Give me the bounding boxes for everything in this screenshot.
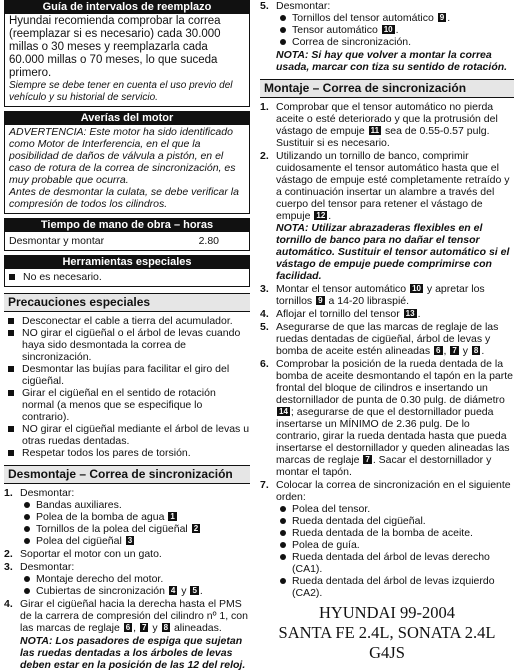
round-bullet-icon [24, 588, 30, 594]
interval-guide-header: Guía de intervalos de reemplazo [5, 1, 249, 14]
interval-guide-text: Hyundai recomienda comprobar la correa (reemplazar si es necesario) cada 30.000 millas o 30 meses y reemplazarla cada 60.000 millas o 70 meses, lo que suceda primero. [9, 15, 221, 79]
install-step-1: 1. Comprobar que el tensor automático no pierda aceite o esté deteriorado y que la protrusión del vástago de empuje 11 sea de 0.55-0.57 pulg. Sustituir si es necesario. [260, 101, 498, 149]
interval-guide-note: Siempre se debe tener en cuenta el uso previo del vehículo y su historial de servicio. [9, 80, 233, 103]
removal-step-5: 5. Desmontar: Tornillos del tensor automático 9 . Tensor automático 10 . Correa de sincronización. [276, 0, 514, 48]
round-bullet-icon [280, 554, 286, 560]
removal-steps [4, 487, 250, 634]
list-item: No es necesario. [23, 271, 249, 283]
list-item: Girar el cigüeñal en el sentido de rotación normal (a menos que se especifique lo contrario). [22, 387, 250, 423]
interval-guide-box [4, 0, 250, 107]
square-bullet-icon [8, 426, 14, 432]
list-item: Rueda dentada de la bomba de aceite. [292, 527, 514, 539]
list-item: Polea del tensor. [292, 503, 514, 515]
round-bullet-icon [280, 542, 286, 548]
list-item: Tornillos del tensor automático 9 . [292, 12, 514, 24]
removal-title: Desmontaje – Correa de sincronización [4, 465, 250, 484]
footer-line-engine: G4JS [369, 643, 405, 662]
labor-time-box [4, 218, 250, 251]
removal-step-5-note: NOTA: Si hay que volver a montar la correa usada, marcar con tiza su sentido de rotación. [276, 49, 508, 73]
callout-13-icon: 13 [405, 309, 415, 318]
round-bullet-icon [280, 518, 286, 524]
callout-12-icon: 12 [316, 211, 326, 220]
round-bullet-icon [280, 15, 286, 21]
round-bullet-icon [280, 27, 286, 33]
callout-5-icon: 5 [192, 586, 197, 595]
callout-14-icon: 14 [279, 407, 288, 416]
square-bullet-icon [8, 330, 14, 336]
callout-7-icon: 7 [365, 455, 370, 464]
round-bullet-icon [280, 39, 286, 45]
round-bullet-icon [24, 538, 30, 544]
list-item: Rueda dentada del árbol de levas izquierdo (CA2). [292, 575, 514, 599]
callout-1-icon: 1 [170, 512, 175, 521]
list-item: NO girar el cigüeñal mediante el árbol de levas u otras ruedas dentadas. [22, 423, 250, 447]
precautions-list [4, 315, 250, 459]
removal-steps-continued [260, 0, 514, 48]
square-bullet-icon [8, 318, 14, 324]
list-item: Respetar todos los pares de torsión. [22, 447, 250, 459]
callout-9-icon: 9 [318, 296, 323, 305]
list-item: Rueda dentada del cigüeñal. [292, 515, 514, 527]
special-tools-header: Herramientas especiales [5, 256, 249, 269]
callout-6-icon: 6 [125, 623, 131, 632]
square-bullet-icon [8, 390, 14, 396]
callout-11-icon: 11 [370, 126, 380, 135]
labor-time-value: 2.80 [198, 235, 219, 247]
labor-time-label: Desmontar y montar [9, 235, 105, 247]
square-bullet-icon [9, 274, 15, 280]
removal-step-4: 4. Girar el cigüeñal hacia la derecha hasta el PMS de la carrera de compresión del cilindro nº 1, con las marcas de reglaje 6 , 7 y 8 alineadas. [4, 598, 248, 634]
callout-7-icon: 7 [452, 346, 457, 355]
callout-10-icon: 10 [412, 284, 421, 293]
round-bullet-icon [24, 502, 30, 508]
callout-8-icon: 8 [473, 346, 479, 355]
install-step-3: 3. Montar el tensor automático 10 y apretar los tornillos 9 a 14-20 libraspié. [260, 283, 485, 307]
removal-step-2: 2. Soportar el motor con un gato. [4, 548, 162, 560]
footer-line-models: SANTA FE 2.4L, SONATA 2.4L [278, 623, 496, 642]
engine-failures-box [4, 111, 250, 214]
square-bullet-icon [8, 366, 14, 372]
callout-6-icon: 6 [436, 346, 441, 355]
square-bullet-icon [8, 450, 14, 456]
removal-step-3: 3. Desmontar: Montaje derecho del motor. Cubiertas de sincronización 4 y 5 . [20, 561, 250, 597]
callout-10-icon: 10 [383, 25, 393, 34]
round-bullet-icon [280, 506, 286, 512]
install-step-4: 4. Aflojar el tornillo del tensor 13 . [260, 308, 421, 320]
list-item: Desmontar las bujías para facilitar el giro del cigüeñal. [22, 363, 250, 387]
list-item: Correa de sincronización. [292, 36, 514, 48]
installation-title: Montaje – Correa de sincronización [260, 79, 514, 98]
labor-time-header: Tiempo de mano de obra – horas [5, 219, 249, 232]
list-item: Polea del cigüeñal 3 [36, 535, 250, 547]
engine-compression-note: Antes de desmontar la culata, se debe verificar la compresión de todos los cilindros. [9, 186, 239, 210]
list-item: Rueda dentada del árbol de levas derecho (CA1). [292, 551, 514, 575]
right-column [260, 0, 514, 663]
callout-7-icon: 7 [142, 623, 147, 632]
vehicle-footer [260, 603, 514, 663]
list-item: Polea de guía. [292, 539, 514, 551]
round-bullet-icon [24, 514, 30, 520]
callout-3-icon: 3 [127, 536, 133, 545]
callout-8-icon: 8 [163, 623, 169, 632]
left-column [4, 0, 250, 671]
round-bullet-icon [280, 530, 286, 536]
list-item: NO girar el cigüeñal o el árbol de levas cuando haya sido desmontada la correa de sincronización. [22, 327, 250, 363]
round-bullet-icon [24, 526, 30, 532]
round-bullet-icon [280, 578, 286, 584]
engine-warning-text: ADVERTENCIA: Este motor ha sido identificado como Motor de Interferencia, en el que la posibilidad de daños de válvula a pistón, en el caso de rotura de la correa de sincronización, es muy probable que ocurra. [9, 126, 236, 186]
footer-line-make: HYUNDAI 99-2004 [318, 603, 456, 622]
install-step-2: 2. Utilizando un tornillo de banco, comprimir cuidosamente el tensor automático hasta que el vástago de empuje esté completamente retraído y a continuación insertar un alambre a través del cuerpo del tensor para retener el vástago de empuje 12 . NOTA: Utilizar abrazaderas flexibles en el tornillo de banco para no dañar el tensor automático. Sustituir el tensor automático si el vástago de empuje puede comprimirse con facilidad. [276, 150, 514, 282]
list-item: Bandas auxiliares. [36, 499, 250, 511]
special-tools-box [4, 255, 250, 287]
install-step-7: 7. Colocar la correa de sincronización en el siguiente orden: Polea del tensor. Rueda dentada del cigüeñal. Rueda dentada de la bomba de aceite. Polea de guía. Rueda dentada del árbol de levas derecho (CA1). Rueda dentada del árbol de levas izquierdo (CA2). [276, 479, 514, 599]
precautions-title: Precauciones especiales [4, 293, 250, 312]
engine-failures-header: Averías del motor [5, 112, 249, 125]
install-step-2-note: NOTA: Utilizar abrazaderas flexibles en el tornillo de banco para no dañar el tensor automático. Sustituir el tensor automático si el vástago de empuje puede comprimirse con facilidad. [276, 222, 510, 282]
list-item: Tensor automático 10 . [292, 24, 514, 36]
callout-9-icon: 9 [439, 13, 445, 22]
list-item: Polea de la bomba de agua 1 [36, 511, 250, 523]
installation-steps [260, 101, 514, 599]
round-bullet-icon [24, 576, 30, 582]
list-item: Desconectar el cable a tierra del acumulador. [22, 315, 250, 327]
list-item: Tornillos de la polea del cigüeñal 2 [36, 523, 250, 535]
install-step-6: 6. Comprobar la posición de la rueda dentada de la bomba de aceite desmontando el tapón en la parte frontal del bloque de cilindros e insertando un destornillador de punta de 0.30 pulg. de diámetro 14 ; asegurarse de que el destornillador pueda insertarse un MÍNIMO de 2.36 pulg. De lo contrario, girar la rueda dentada hasta que pueda insertarse el destornillador y queden alineadas las marcas de reglaje 7 . Sacar el destornillador y montar el tapón. [260, 358, 514, 478]
list-item: Cubiertas de sincronización 4 y 5 . [36, 585, 250, 597]
callout-4-icon: 4 [170, 586, 176, 595]
removal-step-1: 1. Desmontar: Bandas auxiliares. Polea de la bomba de agua 1 Tornillos de la polea del cigüeñal 2 Polea del cigüeñal 3 [20, 487, 250, 547]
list-item: Montaje derecho del motor. [36, 573, 250, 585]
install-step-5: 5. Asegurarse de que las marcas de reglaje de las ruedas dentadas de cigüeñal, árbol de levas y bomba de aceite estén alineadas 6 , 7 y 8 . [260, 321, 499, 357]
removal-note: NOTA: Los pasadores de espiga que sujetan las ruedas dentadas a los árboles de levas deben estar en la posición de las 12 del reloj. [20, 635, 246, 671]
callout-2-icon: 2 [193, 524, 199, 533]
